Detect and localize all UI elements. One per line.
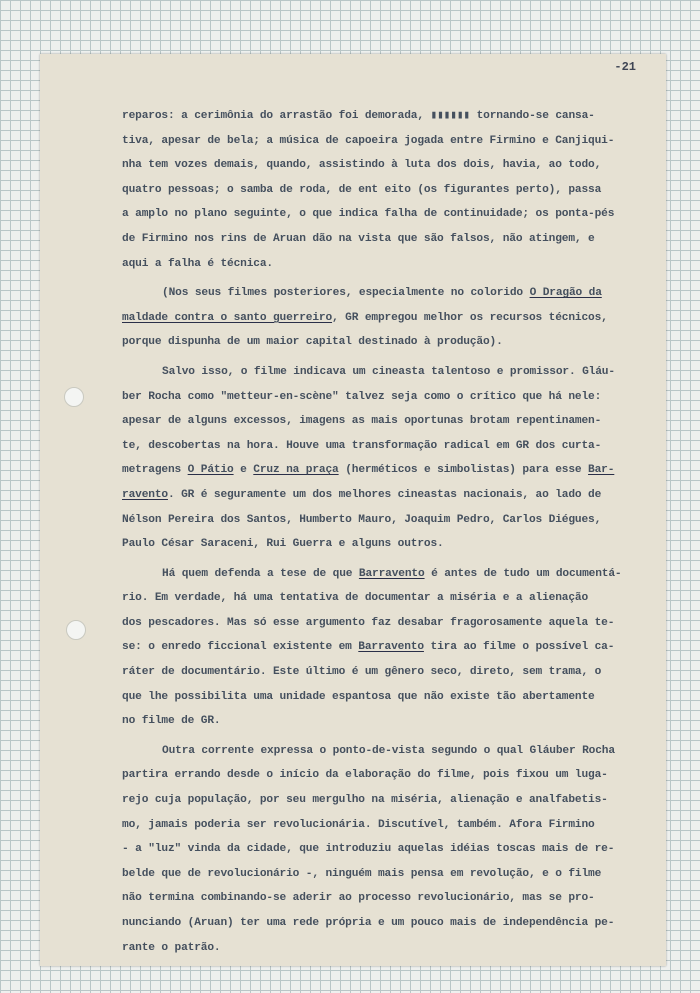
text-line: - a "luz" vinda da cidade, que introduziu aquelas idéias toscas mais de re-: [122, 843, 615, 856]
text-line: Nélson Pereira dos Santos, Humberto Mauro, Joaquim Pedro, Carlos Diégues,: [122, 513, 602, 526]
text-line: apesar de alguns excessos, imagens as mais oportunas brotam repentinamen-: [122, 415, 602, 428]
text-line: Há quem defenda a tese de que Barravento é antes de tudo um documentá-: [162, 567, 622, 580]
text-line: quatro pessoas; o samba de roda, de ent eito (os figurantes perto), passa: [122, 183, 602, 196]
text-line: partira errando desde o início da elaboração do filme, pois fixou um luga-: [122, 769, 608, 782]
film-title: O Pátio: [187, 464, 234, 477]
film-title: ravento: [122, 488, 168, 501]
film-title: Cruz na praça: [253, 464, 339, 477]
text-line: nha tem vozes demais, quando, assistindo à luta dos dois, havia, ao todo,: [122, 159, 602, 172]
text-line: ráter de documentário. Este último é um gênero seco, direto, sem trama, o: [122, 666, 602, 679]
text-line: Salvo isso, o filme indicava um cineasta talentoso e promissor. Gláu-: [162, 365, 615, 378]
text-line: rejo cuja população, por seu mergulho na miséria, alienação e analfabetis-: [122, 794, 608, 807]
text-line: rante o patrão.: [122, 941, 221, 954]
text-line: mo, jamais poderia ser revolucionária. Discutível, também. Afora Firmino: [122, 818, 595, 831]
text-line: Outra corrente expressa o ponto-de-vista segundo o qual Gláuber Rocha: [162, 744, 615, 757]
text-line: de Firmino nos rins de Aruan dão na vista que são falsos, não atingem, e: [122, 232, 595, 245]
text-line: Paulo César Saraceni, Rui Guerra e alguns outros.: [122, 538, 444, 551]
body-text: [122, 104, 640, 960]
text-line: a amplo no plano seguinte, o que indica falha de continuidade; os ponta-pés: [122, 208, 615, 221]
film-title: maldade contra o santo guerreiro: [122, 311, 333, 324]
film-title: O Dragão da: [529, 287, 602, 300]
text-line: no filme de GR.: [122, 715, 221, 728]
text-line: (Nos seus filmes posteriores, especialmente no colorido O Dragão da: [162, 287, 602, 300]
text-line: não termina combinando-se aderir ao processo revolucionário, mas se pro-: [122, 892, 595, 905]
page-number: -21: [614, 60, 636, 74]
text-line: maldade contra o santo guerreiro, GR empregou melhor os recursos técnicos,: [122, 311, 608, 324]
text-line: rio. Em verdade, há uma tentativa de documentar a miséria e a alienação: [122, 592, 589, 605]
text-line: belde que de revolucionário -, ninguém mais pensa em revolução, e o filme: [122, 867, 602, 880]
text-line: ravento. GR é seguramente um dos melhores cineastas nacionais, ao lado de: [122, 488, 602, 501]
film-title: Bar-: [588, 464, 615, 477]
text-line: reparos: a cerimônia do arrastão foi demorada, ▮▮▮▮▮▮ tornando-se cansa-: [122, 110, 595, 122]
text-line: aqui a falha é técnica.: [122, 257, 273, 270]
text-line: nunciando (Aruan) ter uma rede própria e um pouco mais de independência pe-: [122, 917, 615, 929]
text-line: porque dispunha de um maior capital destinado à produção).: [122, 336, 503, 349]
film-title: Barravento: [358, 567, 425, 580]
punch-hole-bottom: [66, 620, 86, 640]
text-line: te, descobertas na hora. Houve uma transformação radical em GR dos curta-: [122, 439, 602, 452]
text-line: que lhe possibilita uma unidade espantosa que não existe tão abertamente: [122, 690, 595, 703]
punch-hole-top: [64, 387, 84, 407]
text-line: ber Rocha como "metteur-en-scène" talvez seja como o crítico que há nele:: [122, 390, 602, 403]
text-line: dos pescadores. Mas só esse argumento faz desabar fragorosamente aquela te-: [122, 616, 615, 629]
film-title: Barravento: [358, 641, 424, 654]
text-line: tiva, apesar de bela; a música de capoeira jogada entre Firmino e Canjiqui-: [122, 134, 615, 147]
text-line: se: o enredo ficcional existente em Barravento tira ao filme o possível ca-: [122, 641, 615, 654]
text-line: metragens O Pátio e Cruz na praça (herméticos e simbolistas) para esse Bar-: [122, 464, 615, 477]
